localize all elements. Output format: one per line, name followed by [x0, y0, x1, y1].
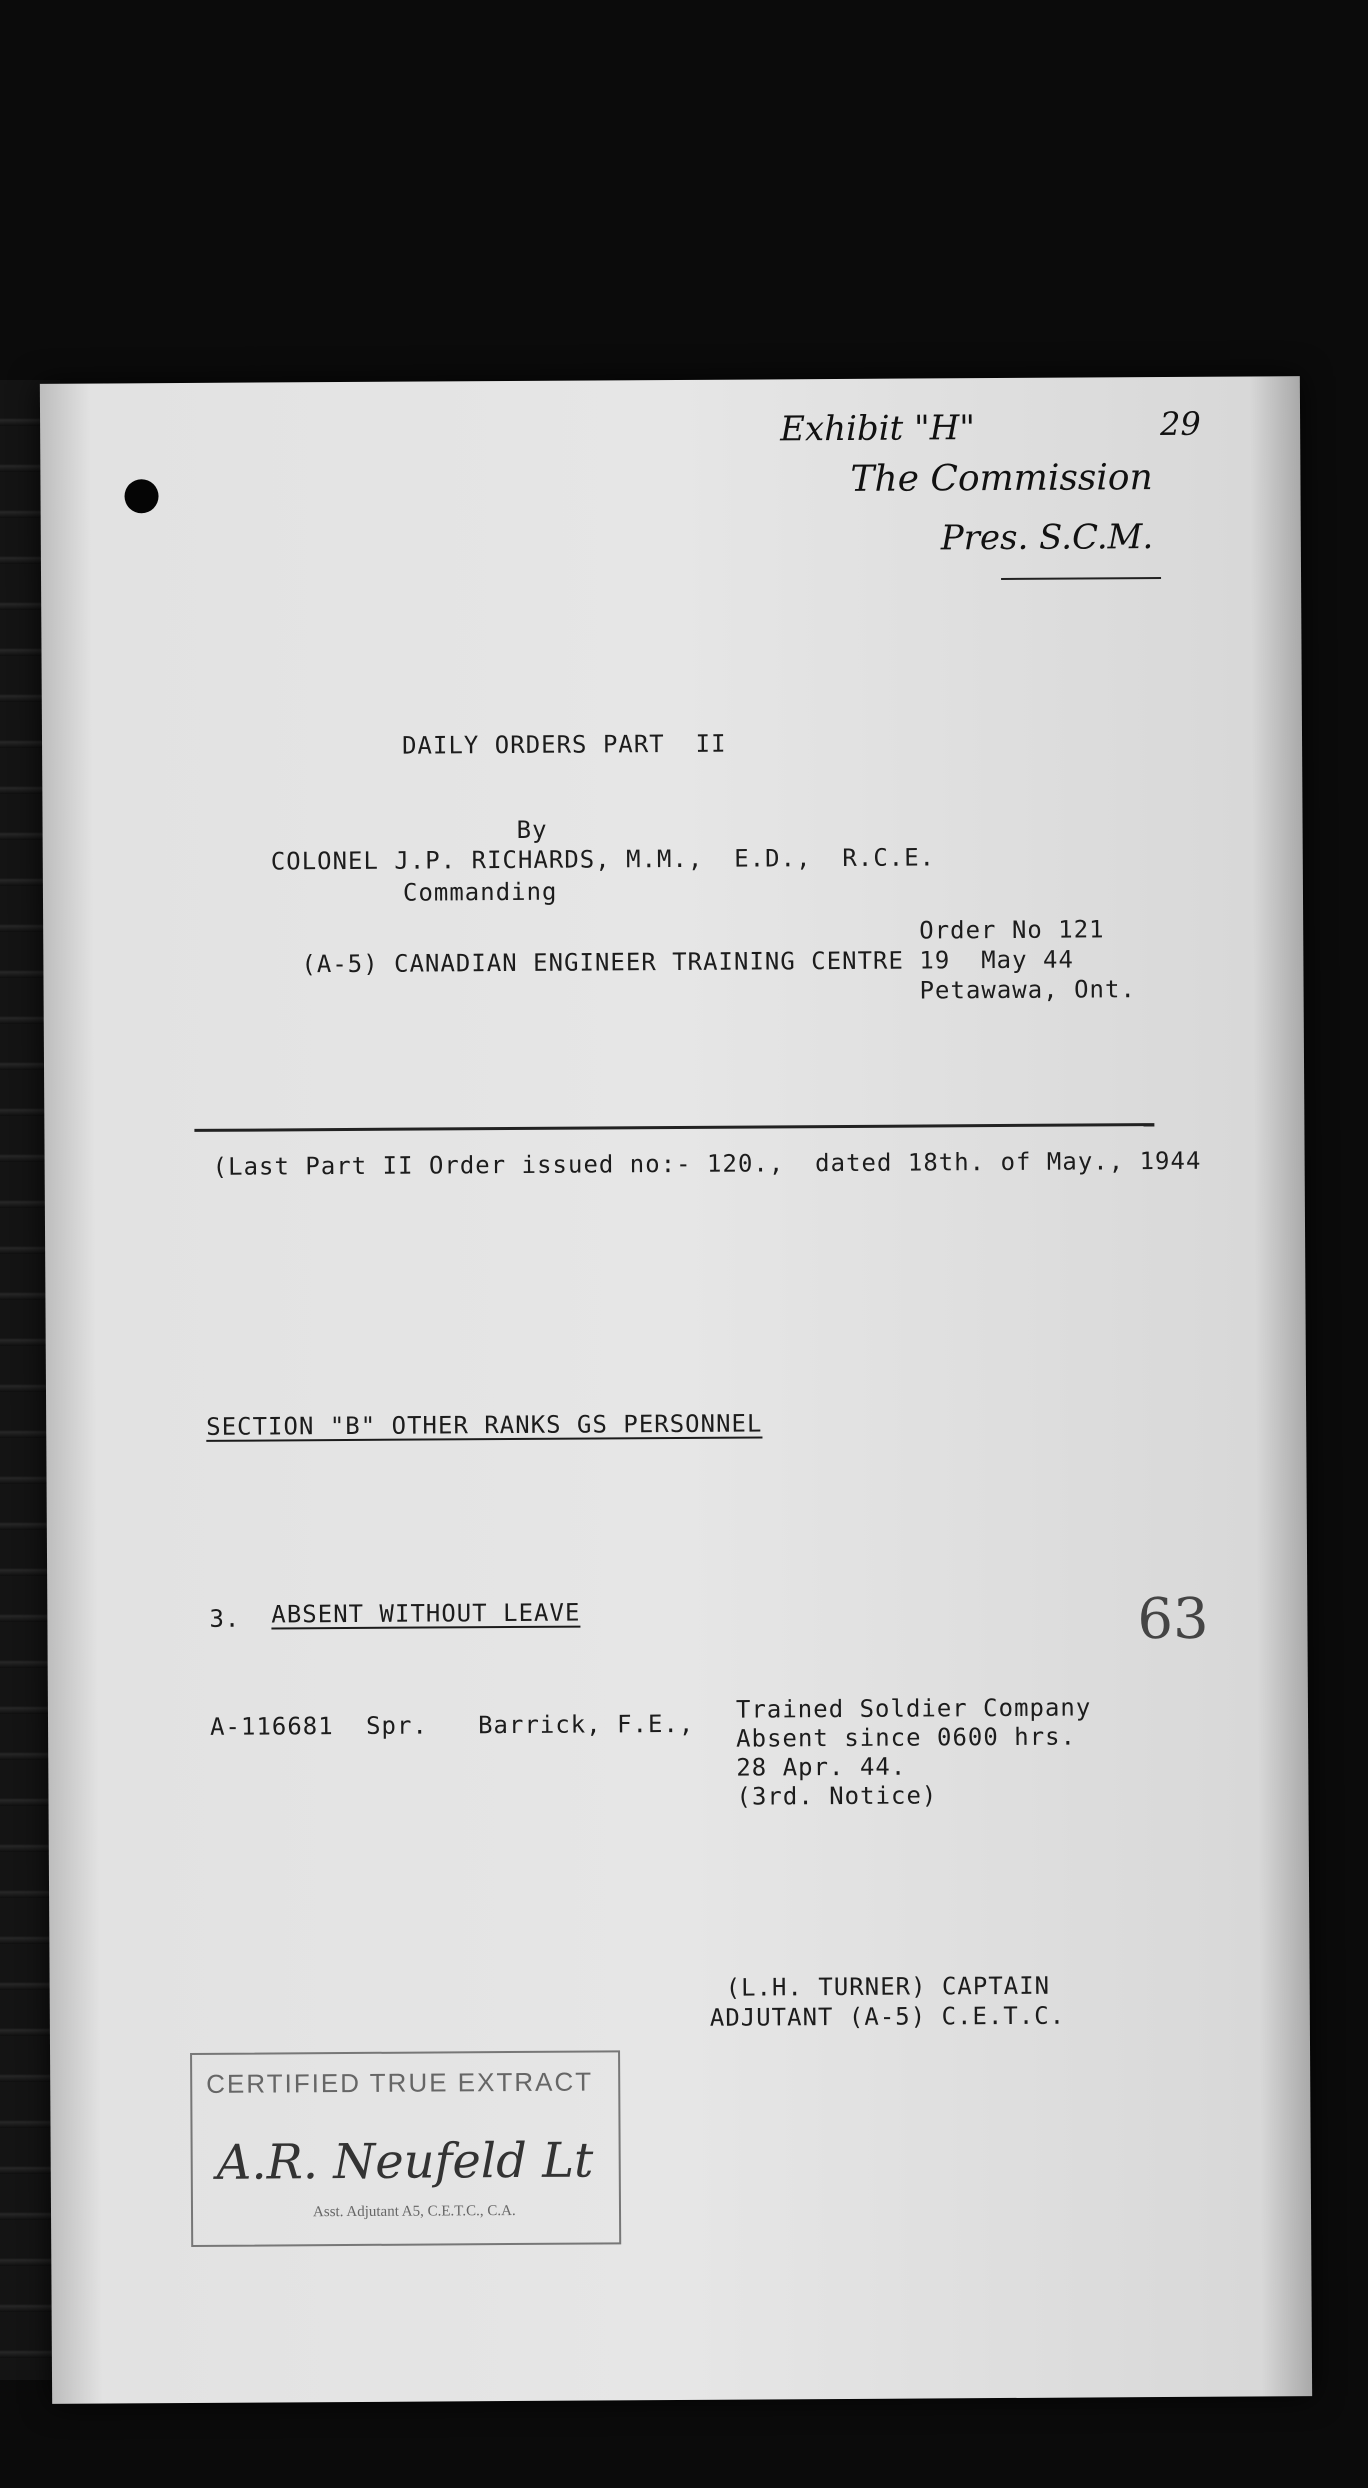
entry-name: Barrick, F.E.,	[477, 1709, 695, 1740]
entry-number: A-116681	[209, 1712, 334, 1741]
stamp-subtitle: Asst. Adjutant A5, C.E.T.C., C.A.	[312, 2202, 516, 2221]
certified-stamp	[190, 2050, 621, 2247]
document-title: DAILY ORDERS PART II	[401, 729, 727, 760]
commander-name: COLONEL J.P. RICHARDS, M.M., E.D., R.C.E.	[270, 843, 936, 876]
stamp-signature: A.R. Neufeld Lt	[216, 2132, 594, 2191]
handwritten-initials: The Commission	[850, 457, 1153, 500]
entry-rank: Spr.	[365, 1711, 428, 1740]
handwritten-underline	[1001, 577, 1161, 580]
handwritten-line3: Pres. S.C.M.	[940, 517, 1154, 559]
commanding-label: Commanding	[402, 877, 558, 907]
page-number: 29	[1159, 404, 1201, 444]
entry-detail-3: 28 Apr. 44.	[736, 1752, 907, 1782]
last-order-line: (Last Part II Order issued no:- 120., dated 18th. of May., 1944	[212, 1146, 1202, 1181]
entry-detail-2: Absent since 0600 hrs.	[736, 1722, 1077, 1753]
item-number: 3.	[209, 1604, 241, 1633]
document-page	[40, 376, 1312, 2404]
order-date: 19 May 44	[919, 945, 1074, 975]
entry-detail-4: (3rd. Notice)	[736, 1781, 938, 1811]
signature-line2: ADJUTANT (A-5) C.E.T.C.	[709, 2001, 1066, 2032]
order-number: Order No 121	[919, 915, 1105, 945]
exhibit-annotation: Exhibit "H"	[780, 408, 976, 450]
stamp-title: CERTIFIED TRUE EXTRACT	[206, 2066, 594, 2099]
unit-name: (A-5) CANADIAN ENGINEER TRAINING CENTRE	[301, 946, 904, 979]
section-heading: SECTION "B" OTHER RANKS GS PERSONNEL	[206, 1409, 763, 1441]
order-location: Petawawa, Ont.	[919, 975, 1136, 1005]
by-label: By	[516, 815, 548, 844]
header-rule	[194, 1123, 1154, 1132]
item-title: ABSENT WITHOUT LEAVE	[271, 1598, 581, 1629]
entry-detail-1: Trained Soldier Company	[735, 1693, 1092, 1724]
margin-note: 63	[1137, 1586, 1209, 1653]
punch-hole	[124, 479, 158, 513]
signature-line1: (L.H. TURNER) CAPTAIN	[725, 1971, 1051, 2002]
